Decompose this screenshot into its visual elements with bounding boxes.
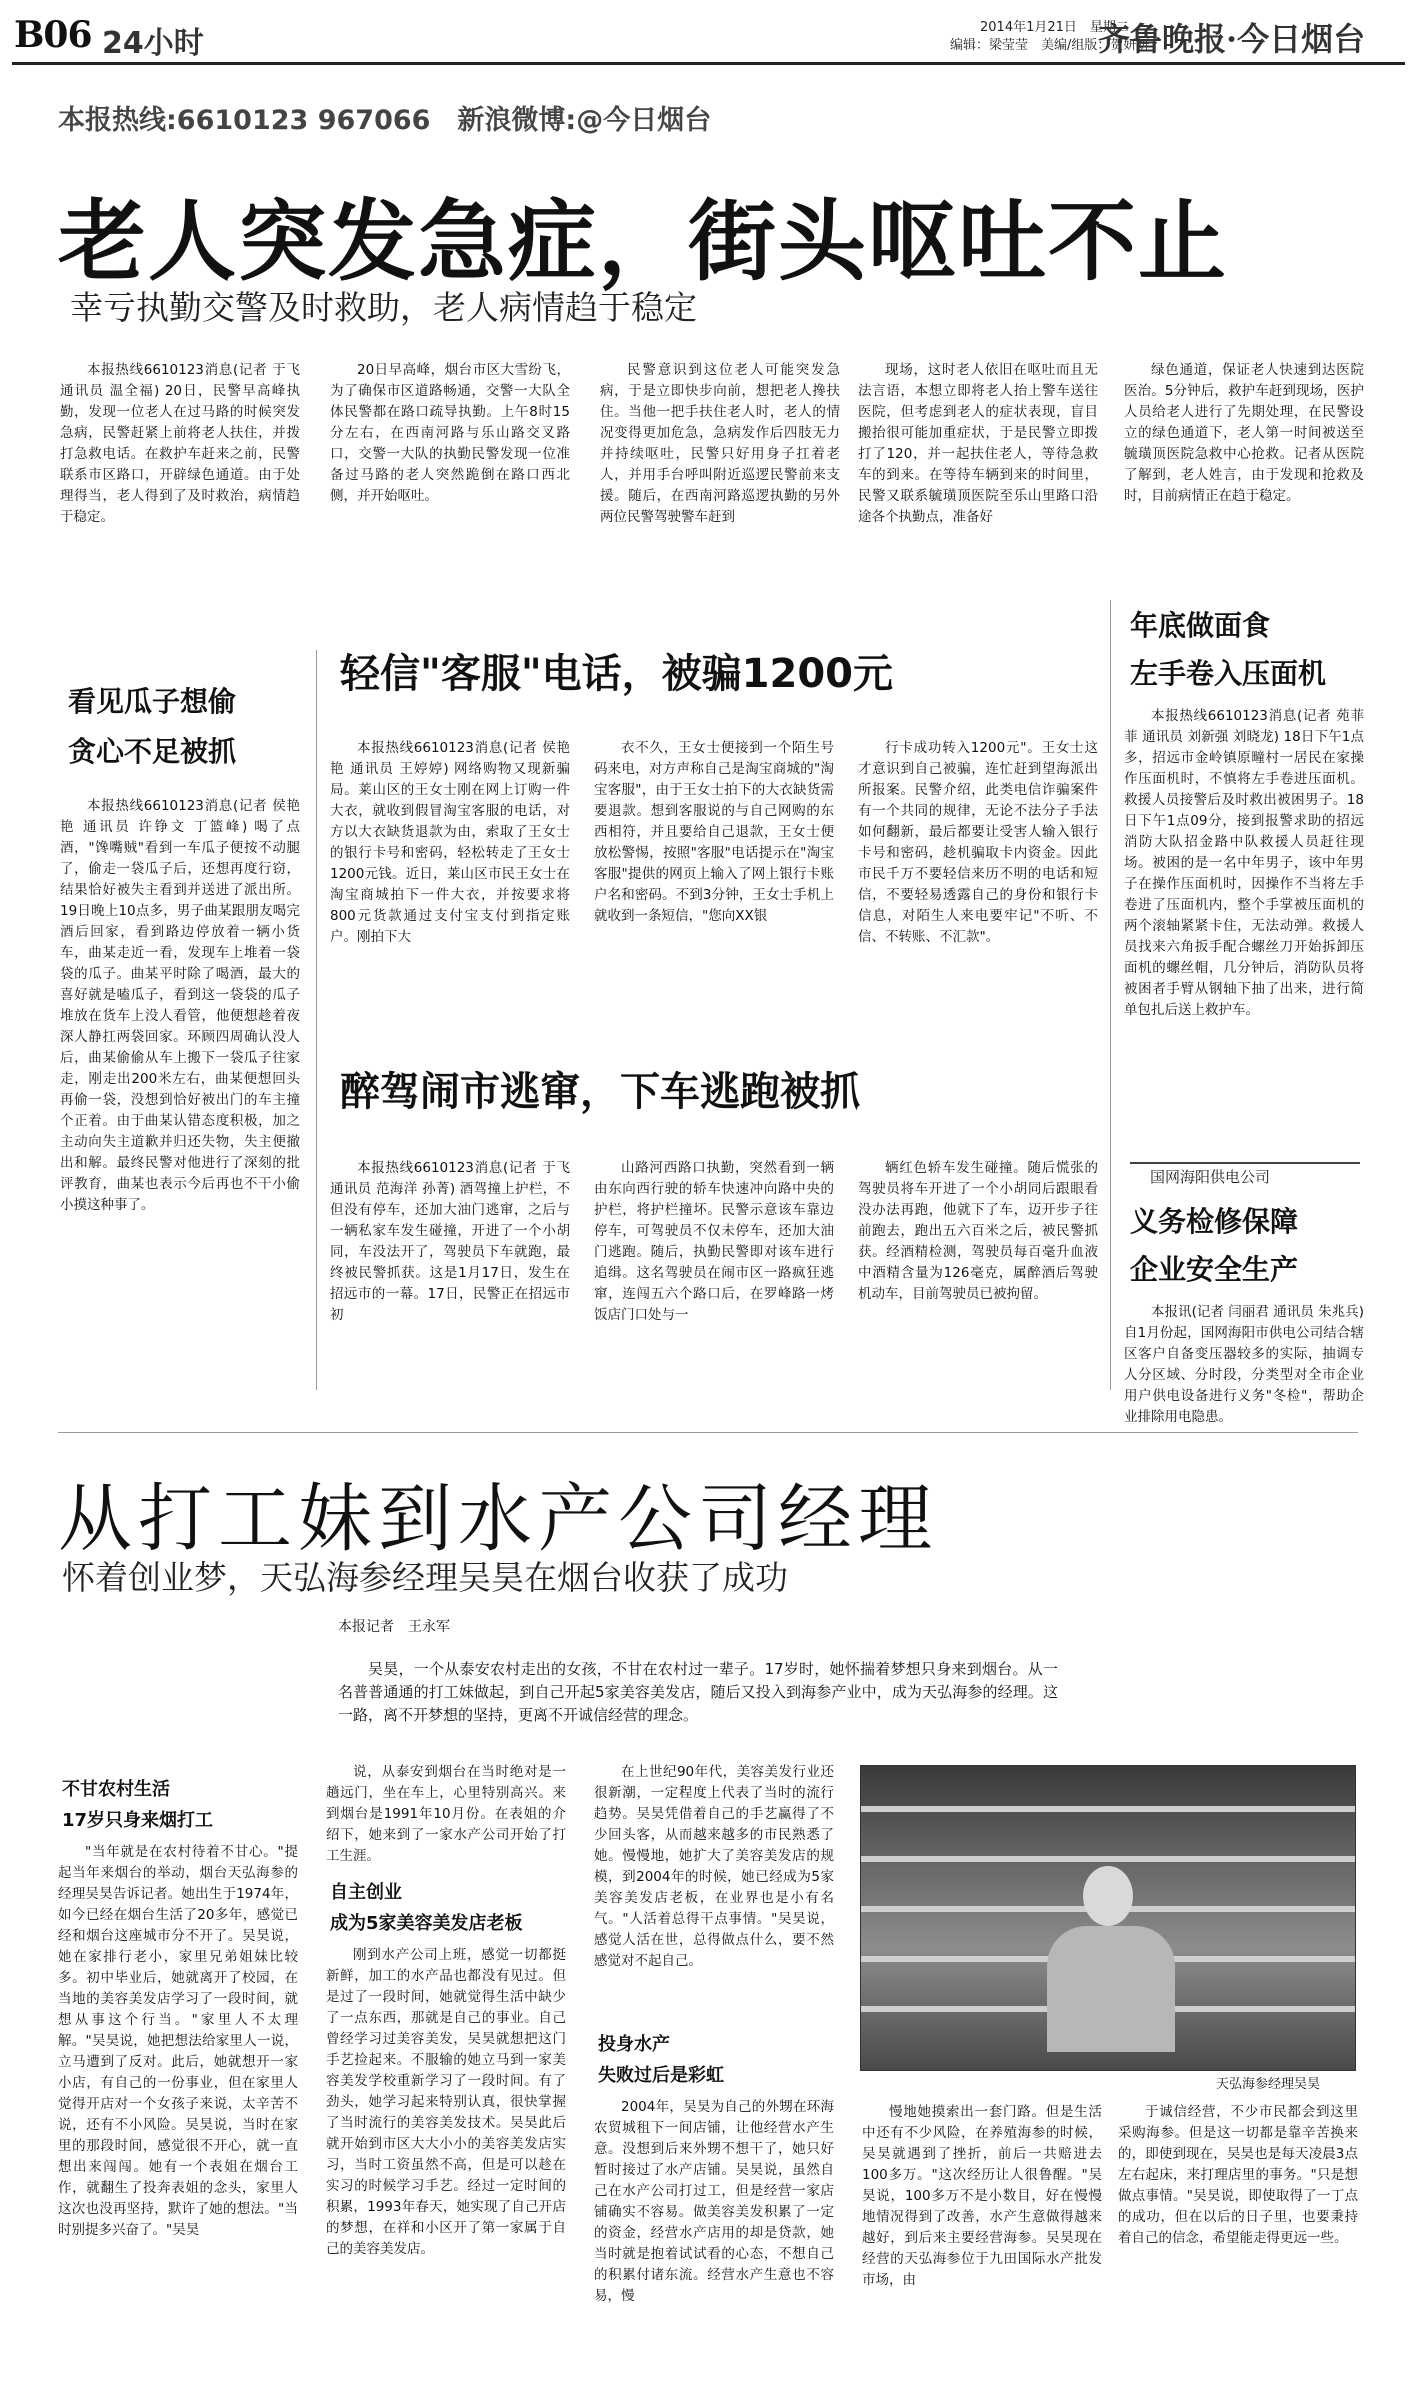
- power-rule: [1130, 1162, 1360, 1164]
- main-col2b: 刚到水产公司上班，感觉一切都挺新鲜，加工的水产品也都没有见过。但是过了一段时间，她就觉得生活中缺少了一点东西，那就是自己的事业。自己曾经学习过美容美发，吴昊就想把这门手艺捡起来。不服输的她立马到一家美容美发学校重新学习了一段时间。有了劲头，她学习起来特别认真，很快掌握了当时流行的美容美发技术。吴昊此后就开始到市区大大小小的美容美发店实习，当时工资虽然不高，但是可以趁在实习的时候学习手艺。经过一定时间的积累，1993年春天，她实现了自己开店的梦想，在祥和小区开了第一家属于自己的美容美发店。: [326, 1947, 566, 2257]
- main-col3a: 在上世纪90年代，美容美发行业还很新潮，一定程度上代表了当时的流行趋势。吴昊凭借着自己的手艺赢得了不少回头客，从而越来越多的市民熟悉了她。慢慢地，她扩大了美容美发店的规模，到2004年的时候，她已经成为5家美容美发店老板，在业界也是小有名气。"人活着总得干点事情。"吴昊说，感觉人活在世，总得做点什么，要不然感觉对不起自己。: [594, 1764, 834, 1969]
- drunk-col1: 本报热线6610123消息(记者 于飞 通讯员 范海洋 孙菁) 酒驾撞上护栏，不但没有停车，还加大油门逃窜，之后与一辆私家车发生碰撞，开进了一个小胡同，车没法开了，驾驶员下车就跑，最终被民警抓获。这是1月17日，发生在招远市的一幕。17日，民警正在招远市初: [330, 1160, 570, 1323]
- phone-headline: 轻信"客服"电话，被骗1200元: [340, 651, 894, 697]
- phone-col2: 衣不久，王女士便接到一个陌生号码来电，对方声称自己是淘宝商城的"淘宝客服"，由于王女士拍下的大衣缺货需要退款。想到客服说的与自己网购的东西相符，并且要给自己退款，王女士便放松警惕，按照"客服"电话提示在"淘宝客服"提供的网页上输入了网上银行卡账户名和密码。不到3分钟，王女士手机上就收到一条短信，"您向XX银: [594, 740, 834, 924]
- page-number: B06: [14, 14, 92, 56]
- section-divider: [58, 1432, 1358, 1433]
- issue-date: 2014年1月21日 星期二: [980, 20, 1129, 35]
- power-tag: 国网海阳供电公司: [1150, 1168, 1271, 1186]
- power-body: 本报讯(记者 闫丽君 通讯员 朱兆兵) 自1月份起，国网海阳市供电公司结合辖区客户自备变压器较多的实际，抽调专人分区域、分时段，分类型对全市企业用户供电设备进行义务"冬检"，帮助企业排除用电隐患。: [1124, 1304, 1364, 1425]
- newspaper-brand: 齐鲁晚报·今日烟台: [1098, 20, 1366, 58]
- main-col3b: 2004年，吴昊为自己的外甥在环海农贸城租下一间店铺，让他经营水产生意。没想到后来外甥不想干了，她只好暂时接过了水产店铺。吴昊说，虽然自己在水产公司打过工，但是经营一家店铺确实不容易。做美容美发积累了一定的资金，经营水产店用的却是贷款，她当时就是抱着试试看的心态，不想自己的积累付诸东流。经营水产生意也不容易，慢: [594, 2099, 834, 2304]
- section-name: 24小时: [102, 26, 204, 61]
- noodle-body: 本报热线6610123消息(记者 苑菲菲 通讯员 刘新强 刘晓龙) 18日下午1点多，招远市金岭镇原疃村一居民在家操作压面机时，不慎将左手卷进压面机。救援人员接警后及时救出被困男子。18日下午1点09分，接到报警求助的招远消防大队招金路中队救援人员赶往现场。被困的是一名中年男子，该中年男子在操作压面机时，因操作不当将左手卷进了压面机内，整个手掌被压面机的两个滚轴紧紧卡住，无法动弹。救援人员找来六角扳手配合螺丝刀开始拆卸压面机的螺丝帽，几分钟后，消防队员将被困者手臂从钢轴下抽了出来，进行简单包扎后送上救护车。: [1124, 708, 1364, 1018]
- story1-headline: 老人突发急症，街头呕吐不止: [58, 190, 1229, 293]
- phone-col1: 本报热线6610123消息(记者 侯艳艳 通讯员 王婷婷) 网络购物又现新骗局。莱山区的王女士刚在网上订购一件大衣，就收到假冒淘宝客服的电话，对方以大衣缺货退款为由，索取了王女士的银行卡号和密码，轻松转走了王女士1200元钱。近日，莱山区市民王女士在淘宝商城拍下一件大衣，并按要求将800元货款通过支付宝支付到指定账户。刚拍下大: [330, 740, 570, 945]
- editor-credit: 编辑：梁莹莹 美编/组版：贺妍妍: [950, 38, 1150, 53]
- noodle-headline-2: 左手卷入压面机: [1130, 657, 1327, 690]
- melon-body: 本报热线6610123消息(记者 侯艳艳 通讯员 许铮文 丁篮峰) 喝了点酒，"馋嘴贼"看到一车瓜子便按不动腿了，偷走一袋瓜子后，还想再度行窃，结果恰好被失主看到并送进了派出所。19日晚上10点多，男子曲某跟朋友喝完酒后回家，看到路边停放着一辆小货车，曲某走近一看，发现车上堆着一袋袋的瓜子。曲某平时除了喝酒，最大的喜好就是嗑瓜子，看到这一袋袋的瓜子堆放在货车上没人看管，他便想趁着夜深人静扛两袋回家。环顾四周确认没人后，曲某偷偷从车上搬下一袋瓜子往家走，刚走出200米左右，曲某便想回头再偷一袋，没想到恰好被出门的车主撞个正着。由于曲某认错态度积极，加之主动向失主道歉并归还失物，失主便撤出和解。最终民警对他进行了深刻的批评教育，曲某也表示今后再也不干小偷小摸这种事了。: [60, 798, 300, 1213]
- main-headline: 从打工妹到水产公司经理: [58, 1476, 938, 1562]
- main-subhead: 怀着创业梦，天弘海参经理吴昊在烟台收获了成功: [62, 1558, 788, 1597]
- story1-col1: 本报热线6610123消息(记者 于飞 通讯员 温全福) 20日，民警早高峰执勤，发现一位老人在过马路的时候突发急病，民警赶紧上前将老人扶住，并拨打急救电话。在救护车赶来之前，民警联系市区路口，开辟绿色通道。由于处理得当，老人得到了及时救治，病情趋于稳定。: [60, 362, 300, 525]
- story1-col2: 20日早高峰，烟台市区大雪纷飞，为了确保市区道路畅通，交警一大队全体民警都在路口疏导执勤。上午8时15分左右，在西南河路与乐山路交叉路口，交警一大队的执勤民警发现一位准备过马路的老人突然跪倒在路口西北侧，并开始呕吐。: [330, 362, 570, 504]
- main-subhead2-line1: 自主创业: [330, 1882, 402, 1903]
- noodle-headline-1: 年底做面食: [1130, 609, 1271, 642]
- drunk-col3: 辆红色轿车发生碰撞。随后慌张的驾驶员将车开进了一个小胡同后跟眼看没办法再跑，他就下了车，迈开步子往前跑去，跑出五六百米之后，被民警抓获。经酒精检测，驾驶员每百毫升血液中酒精含量为126毫克，属醉酒后驾驶机动车，目前驾驶员已被拘留。: [858, 1160, 1098, 1302]
- story1-col5: 绿色通道，保证老人快速到达医院医治。5分钟后，救护车赶到现场，医护人员给老人进行了先期处理，在民警设立的绿色通道下，老人第一时间被送至毓璜顶医院急救中心抢救。记者从医院了解到，老人姓言，由于发现和抢救及时，目前病情正在趋于稳定。: [1124, 362, 1364, 504]
- melon-headline-2: 贪心不足被抓: [68, 735, 237, 768]
- melon-headline-1: 看见瓜子想偷: [68, 685, 237, 718]
- main-subhead3-line2: 失败过后是彩虹: [598, 2065, 724, 2086]
- main-col4: 慢地她摸索出一套门路。但是生活中还有不少风险，在养殖海参的时候，吴昊就遇到了挫折，前后一共赔进去100多万。"这次经历让人很鲁醒。"吴昊说，100多万不是小数目，好在慢慢地情况得到了改善，水产生意做得越来越好，到后来主要经营海参。吴昊现在经营的天弘海参位于九田国际水产批发市场，由: [862, 2104, 1102, 2288]
- main-lead: 吴昊，一个从泰安农村走出的女孩，不甘在农村过一辈子。17岁时，她怀揣着梦想只身来到烟台。从一名普普通通的打工妹做起，到自己开起5家美容美发店，随后又投入到海参产业中，成为天弘海参的经理。这一路，离不开梦想的坚持，更离不开诚信经营的理念。: [338, 1660, 1058, 1724]
- main-col1: "当年就是在农村待着不甘心。"提起当年来烟台的举动，烟台天弘海参的经理吴昊告诉记者。她出生于1974年，如今已经在烟台生活了20多年，感觉已经和烟台这座城市分不开了。吴昊说，她在家排行老小，家里兄弟姐妹比较多。初中毕业后，她就离开了校园，在当地的美容美发店学习了一段时间，就想从事这个行当。"家里人不太理解。"吴昊说，她把想法给家里人一说，立马遭到了反对。此后，她就想开一家小店，有自己的一份事业，但在家里人觉得开店对一个女孩子来说，太辛苦不说，还有不小风险。吴昊说，当时在家里的那段时间，感觉很不开心，就一直想出来闯闯。她有一个表姐在烟台工作，就翻生了投奔表姐的念头，家里人这次也没再坚持，默许了她的想法。"当时别提多兴奋了。"吴昊: [58, 1844, 298, 2238]
- drunk-headline: 醉驾闹市逃窜，下车逃跑被抓: [340, 1069, 860, 1115]
- portrait-photo: [860, 1765, 1356, 2071]
- drunk-col2: 山路河西路口执勤，突然看到一辆由东向西行驶的轿车快速冲向路中央的护栏，将护栏撞坏。民警示意该车靠边停车，可驾驶员不仅未停车，还加大油门逃跑。随后，执勤民警即对该车进行追缉。这名驾驶员在闹市区一路疯狂逃窜，连闯五六个路口后，在罗峰路一烤饭店门口处与一: [594, 1160, 834, 1323]
- main-subhead3-line1: 投身水产: [598, 2034, 670, 2055]
- main-subhead1-line1: 不甘农村生活: [62, 1779, 170, 1800]
- header-rule: [12, 62, 1405, 65]
- main-byline: 本报记者 王永军: [338, 1619, 450, 1635]
- story1-col4: 现场，这时老人依旧在呕吐而且无法言语，本想立即将老人抬上警车送往医院，但考虑到老人的症状表现，盲目搬抬很可能加重症状，于是民警立即拨打了120，并一起扶住老人，等待急救车的到来。在等待车辆到来的时间里，民警又联系毓璜顶医院至乐山里路口沿途各个执勤点，准备好: [858, 362, 1098, 525]
- column-divider: [1110, 600, 1111, 1390]
- story1-col3: 民警意识到这位老人可能突发急病，于是立即快步向前，想把老人搀扶住。当他一把手扶住老人时，老人的情况变得更加危急，急病发作后四肢无力并持续呕吐，民警只好用身子扛着老人，并用手台呼叫附近巡逻民警前来支援。随后，在西南河路巡逻执勤的另外两位民警驾驶警车赶到: [600, 362, 840, 525]
- story1-subhead: 幸亏执勤交警及时救助，老人病情趋于稳定: [70, 288, 697, 327]
- main-subhead2-line2: 成为5家美容美发店老板: [330, 1913, 523, 1934]
- main-col5: 于诚信经营，不少市民都会到这里采购海参。但是这一切都是靠辛苦换来的，即使到现在，吴昊也是每天凌晨3点左右起床，来打理店里的事务。"只是想做点事情。"吴昊说，即使取得了一丁点的成功，但在以后的日子里，也要秉持着自己的信念，希望能走得更远一些。: [1118, 2104, 1358, 2246]
- power-headline-1: 义务检修保障: [1130, 1205, 1299, 1238]
- photo-caption: 天弘海参经理吴昊: [1216, 2077, 1321, 2092]
- main-subhead1-line2: 17岁只身来烟打工: [62, 1810, 214, 1831]
- column-divider: [316, 650, 317, 1390]
- hotline-banner: 本报热线:6610123 967066 新浪微博:@今日烟台: [58, 105, 712, 136]
- phone-col3: 行卡成功转入1200元"。王女士这才意识到自己被骗，连忙赶到望海派出所报案。民警介绍，此类电信诈骗案件有一个共同的规律，无论不法分子手法如何翻新，最后都要让受害人输入银行卡号和密码，趁机骗取卡内资金。因此市民千万不要轻信来历不明的电话和短信，不要轻易透露自己的身份和银行卡信息，对陌生人来电要牢记"不听、不信、不转账、不汇款"。: [858, 740, 1098, 945]
- main-col2a: 说，从泰安到烟台在当时绝对是一趟远门，坐在车上，心里特别高兴。来到烟台是1991年10月份。在表姐的介绍下，她来到了一家水产公司开始了打工生涯。: [326, 1764, 566, 1864]
- power-headline-2: 企业安全生产: [1130, 1253, 1299, 1286]
